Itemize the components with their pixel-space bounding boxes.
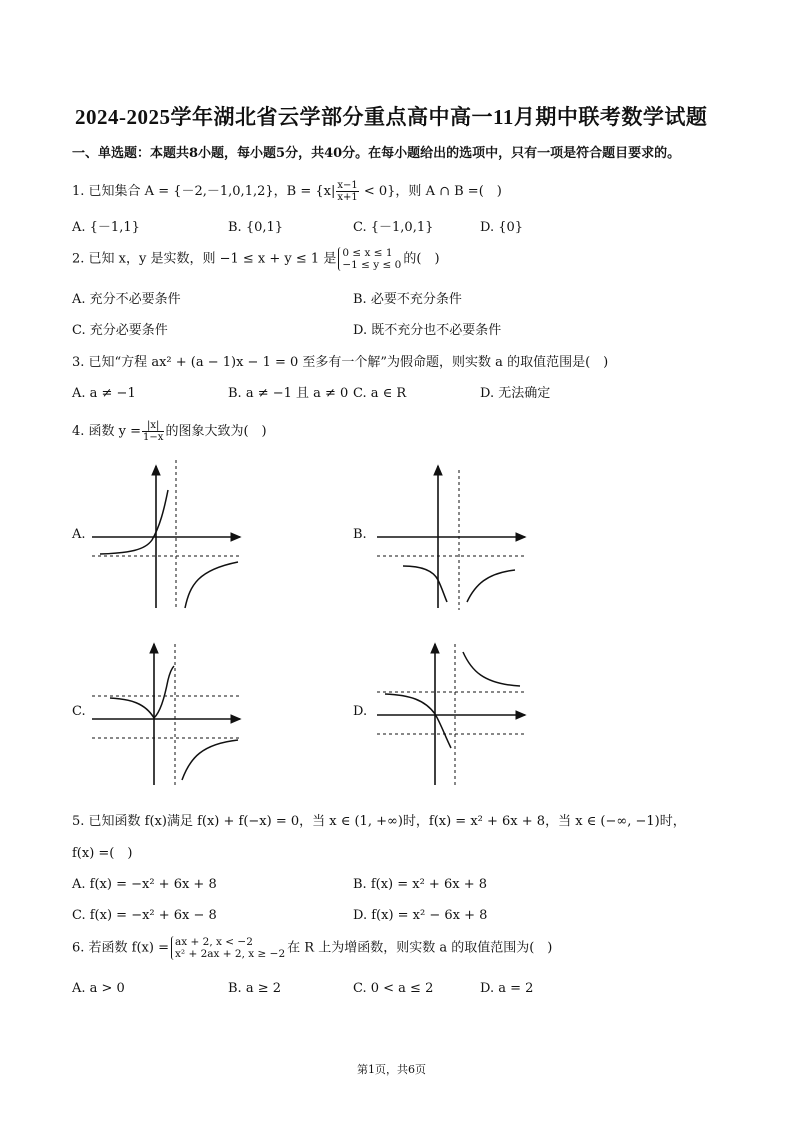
curve-left: [403, 566, 447, 602]
option-a[interactable]: A. a ≠ −1: [72, 386, 136, 401]
fraction-numerator: |x|: [142, 420, 164, 432]
option-a[interactable]: A. 充分不必要条件: [72, 292, 181, 307]
curve-right: [467, 570, 515, 602]
question-2: [72, 247, 440, 271]
option-b[interactable]: B. {0,1}: [228, 220, 284, 235]
question-1-fraction: [336, 180, 358, 203]
option-a[interactable]: A. a > 0: [72, 981, 125, 996]
question-2-pre: 2. 已知 x，y 是实数，则 −1 ≤ x + y ≤ 1 是: [72, 251, 337, 267]
question-1-pre: 1. 已知集合 A = {－2,－1,0,1,2}，B = {x|: [72, 184, 336, 199]
option-d[interactable]: D. f(x) = x² − 6x + 8: [353, 908, 488, 923]
option-d[interactable]: D. {0}: [480, 220, 524, 235]
option-c[interactable]: C. 0 < a ≤ 2: [353, 981, 434, 996]
option-c[interactable]: C. f(x) = −x² + 6x − 8: [72, 908, 217, 923]
question-4-fraction: [142, 420, 164, 443]
question-5-line-1: 5. 已知函数 f(x)满足 f(x) + f(−x) = 0，当 x ∈ (1, +∞)时，f(x) = x² + 6x + 8，当 x ∈ (−∞, −1)时，: [72, 814, 686, 829]
question-1: [72, 180, 502, 203]
question-4-pre: 4. 函数 y =: [72, 424, 142, 439]
curve-right: [185, 562, 238, 608]
option-c[interactable]: C. {－1,0,1}: [353, 220, 434, 235]
curve-left: [110, 666, 174, 718]
option-d[interactable]: D. a = 2: [480, 981, 534, 996]
option-d[interactable]: D. 既不充分也不必要条件: [353, 323, 502, 338]
page-number: 第1页，共6页: [357, 1063, 426, 1076]
graph-a[interactable]: [90, 460, 250, 610]
question-1-post: < 0}，则 A ∩ B =( ): [359, 184, 502, 199]
question-4-post: 的图象大致为( ): [165, 424, 267, 439]
curve-right: [182, 740, 238, 780]
graph-label-b[interactable]: B.: [353, 527, 367, 542]
graph-label-c[interactable]: C.: [72, 704, 86, 719]
graph-b[interactable]: [375, 460, 535, 610]
option-c[interactable]: C. 充分必要条件: [72, 323, 168, 338]
page-title: 2024-2025学年湖北省云学部分重点高中高一11月期中联考数学试题: [75, 105, 708, 129]
section-header: 一、单选题：本题共8小题，每小题5分，共40分。在每小题给出的选项中，只有一项是符合题目要求的。: [72, 146, 681, 161]
option-b[interactable]: B. a ≥ 2: [228, 981, 281, 996]
question-3: 3. 已知“方程 ax² + (a − 1)x − 1 = 0 至多有一个解”为假命题，则实数 a 的取值范围是( ): [72, 355, 609, 370]
system-line-2: −1 ≤ y ≤ 0: [342, 259, 402, 272]
graph-label-a[interactable]: A.: [72, 527, 86, 542]
question-6-post: 在 R 上为增函数，则实数 a 的取值范围为( ): [287, 940, 553, 956]
option-d[interactable]: D. 无法确定: [480, 386, 551, 401]
piecewise-line-1: ax + 2, x < −2: [174, 936, 253, 948]
question-6: [72, 936, 552, 960]
option-a[interactable]: A. f(x) = −x² + 6x + 8: [72, 877, 217, 892]
fraction-denominator: x+1: [337, 192, 358, 203]
question-6-piecewise: [171, 936, 285, 960]
curve-left: [100, 490, 168, 554]
curve-right: [463, 652, 520, 686]
curve-left: [385, 694, 451, 748]
fraction-numerator: x−1: [337, 180, 358, 191]
option-c[interactable]: C. a ∈ R: [353, 386, 407, 401]
question-6-pre: 6. 若函数 f(x) =: [72, 940, 169, 956]
option-a[interactable]: A. {－1,1}: [72, 220, 140, 235]
graph-c[interactable]: [90, 640, 250, 790]
option-b[interactable]: B. a ≠ −1 且 a ≠ 0: [228, 386, 349, 401]
question-5-line-2: f(x) =( ): [72, 846, 133, 861]
question-2-post: 的( ): [403, 251, 440, 267]
question-2-system: [338, 247, 401, 271]
graph-d[interactable]: [375, 640, 535, 790]
fraction-denominator: 1−x: [143, 432, 164, 443]
graph-label-d[interactable]: D.: [353, 704, 368, 719]
piecewise-line-2: x² + 2ax + 2, x ≥ −2: [174, 948, 286, 961]
system-line-1: 0 ≤ x ≤ 1: [342, 247, 393, 259]
option-b[interactable]: B. f(x) = x² + 6x + 8: [353, 877, 487, 892]
option-b[interactable]: B. 必要不充分条件: [353, 292, 462, 307]
question-4: [72, 420, 267, 443]
